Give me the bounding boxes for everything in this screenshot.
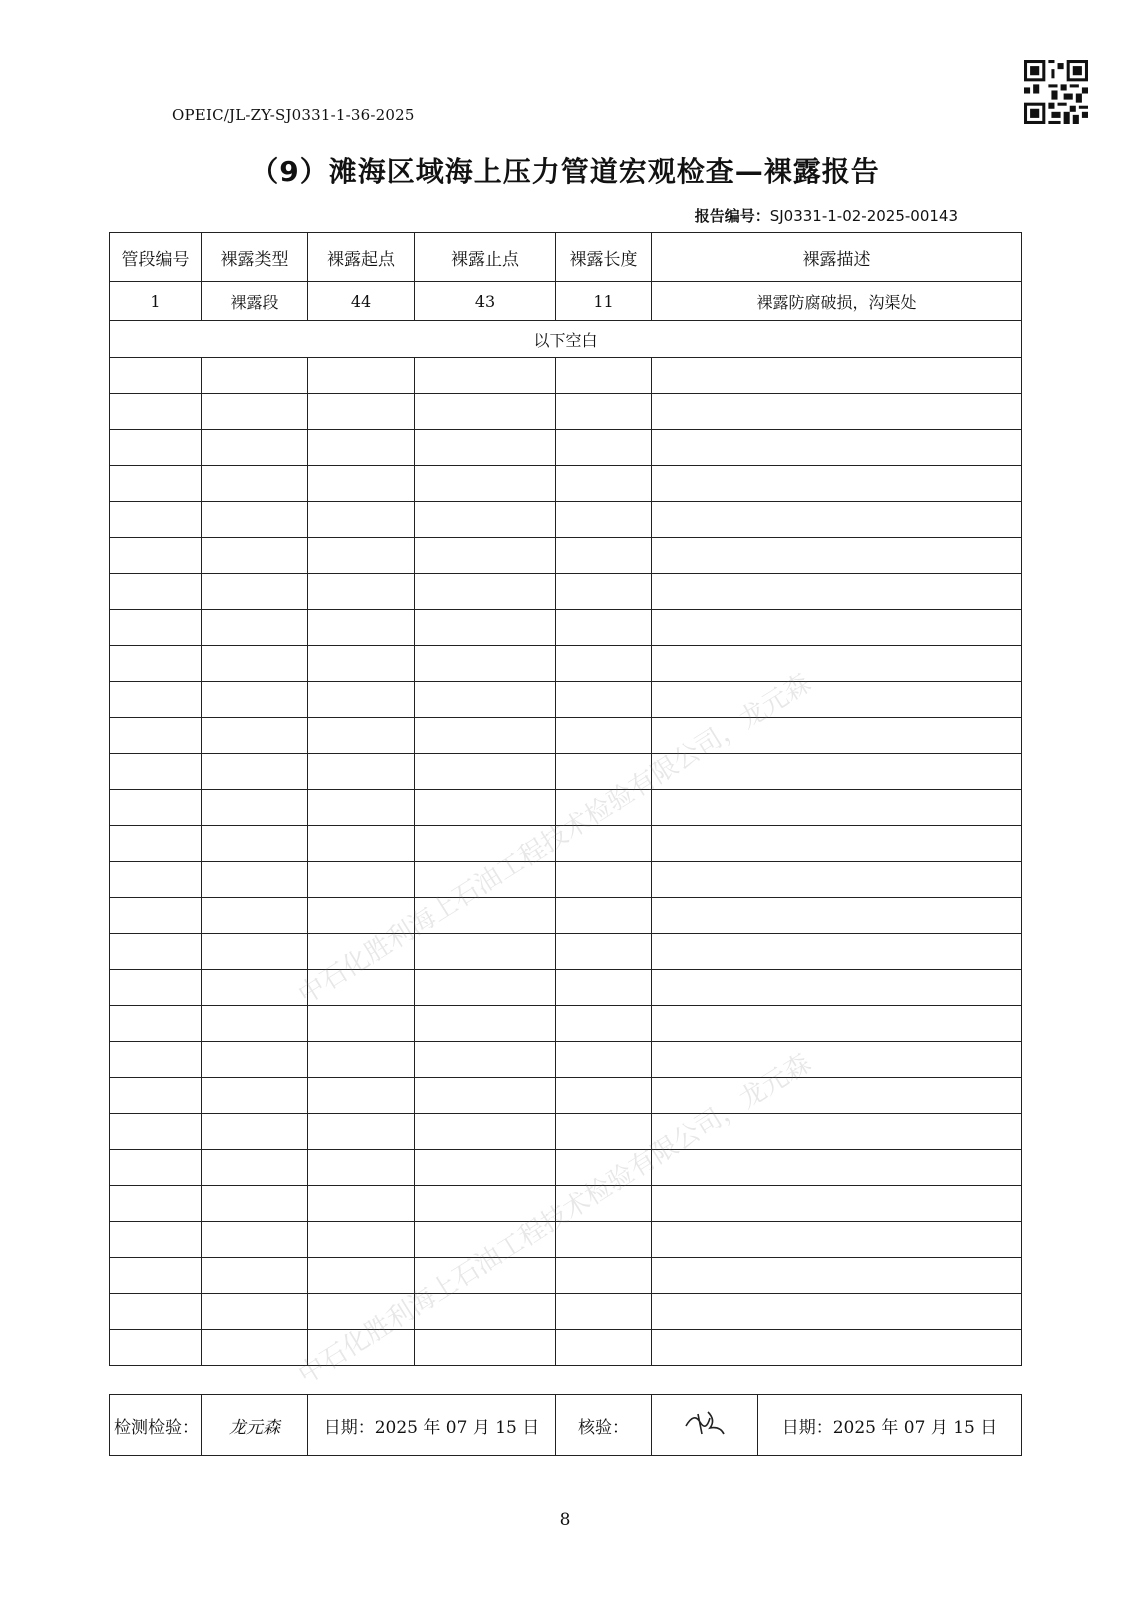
empty-cell bbox=[110, 1222, 202, 1258]
empty-cell bbox=[652, 466, 1022, 502]
empty-cell bbox=[202, 898, 308, 934]
empty-cell bbox=[556, 394, 652, 430]
empty-cell bbox=[415, 394, 556, 430]
empty-cell bbox=[652, 1114, 1022, 1150]
empty-cell bbox=[202, 790, 308, 826]
empty-cell bbox=[110, 430, 202, 466]
empty-cell bbox=[308, 934, 415, 970]
empty-table-row bbox=[110, 1222, 1022, 1258]
empty-cell bbox=[652, 394, 1022, 430]
empty-cell bbox=[556, 646, 652, 682]
empty-cell bbox=[556, 790, 652, 826]
empty-cell bbox=[308, 682, 415, 718]
empty-cell bbox=[202, 1114, 308, 1150]
empty-cell bbox=[202, 1150, 308, 1186]
empty-cell bbox=[308, 790, 415, 826]
empty-cell bbox=[110, 862, 202, 898]
empty-cell bbox=[308, 610, 415, 646]
empty-cell bbox=[556, 358, 652, 394]
empty-cell bbox=[415, 718, 556, 754]
empty-table-row bbox=[110, 1330, 1022, 1366]
empty-cell bbox=[308, 502, 415, 538]
empty-cell bbox=[652, 1042, 1022, 1078]
empty-cell bbox=[308, 430, 415, 466]
empty-cell bbox=[556, 1222, 652, 1258]
empty-cell bbox=[202, 1042, 308, 1078]
empty-cell bbox=[415, 682, 556, 718]
empty-cell bbox=[308, 646, 415, 682]
empty-cell bbox=[556, 934, 652, 970]
empty-cell bbox=[556, 1186, 652, 1222]
empty-cell bbox=[556, 1294, 652, 1330]
empty-cell bbox=[110, 1150, 202, 1186]
empty-cell bbox=[202, 358, 308, 394]
empty-cell bbox=[415, 898, 556, 934]
reviewer-signature-mark-icon bbox=[680, 1406, 730, 1440]
empty-cell bbox=[110, 1294, 202, 1330]
empty-table-row bbox=[110, 754, 1022, 790]
empty-cell bbox=[415, 466, 556, 502]
empty-cell bbox=[110, 358, 202, 394]
empty-cell bbox=[110, 466, 202, 502]
empty-cell bbox=[556, 970, 652, 1006]
empty-cell bbox=[202, 1258, 308, 1294]
empty-cell bbox=[415, 1006, 556, 1042]
empty-cell bbox=[110, 826, 202, 862]
empty-cell bbox=[202, 502, 308, 538]
empty-cell bbox=[110, 646, 202, 682]
empty-cell bbox=[556, 718, 652, 754]
inspector-date: 日期：2025 年 07 月 15 日 bbox=[308, 1395, 556, 1456]
empty-cell bbox=[556, 1006, 652, 1042]
empty-table-row bbox=[110, 1258, 1022, 1294]
empty-cell bbox=[415, 970, 556, 1006]
report-number-value: SJ0331-1-02-2025-00143 bbox=[769, 207, 958, 225]
empty-table-row bbox=[110, 1114, 1022, 1150]
exposure-length-cell: 11 bbox=[556, 282, 652, 321]
empty-cell bbox=[652, 1186, 1022, 1222]
empty-cell bbox=[110, 682, 202, 718]
empty-cell bbox=[415, 1294, 556, 1330]
empty-cell bbox=[308, 538, 415, 574]
column-header: 裸露类型 bbox=[202, 233, 308, 282]
empty-cell bbox=[652, 970, 1022, 1006]
inspector-label: 检测检验： bbox=[110, 1395, 202, 1456]
empty-cell bbox=[308, 1114, 415, 1150]
empty-cell bbox=[202, 682, 308, 718]
column-header: 裸露起点 bbox=[308, 233, 415, 282]
empty-cell bbox=[556, 1258, 652, 1294]
empty-cell bbox=[556, 754, 652, 790]
empty-table-row bbox=[110, 1186, 1022, 1222]
empty-cell bbox=[415, 574, 556, 610]
reviewer-signature bbox=[652, 1395, 758, 1456]
empty-cell bbox=[308, 574, 415, 610]
empty-cell bbox=[652, 1258, 1022, 1294]
empty-cell bbox=[652, 646, 1022, 682]
empty-cell bbox=[202, 610, 308, 646]
empty-cell bbox=[556, 574, 652, 610]
empty-cell bbox=[110, 934, 202, 970]
empty-cell bbox=[652, 1222, 1022, 1258]
column-header: 管段编号 bbox=[110, 233, 202, 282]
empty-table-row bbox=[110, 1150, 1022, 1186]
empty-cell bbox=[202, 826, 308, 862]
empty-cell bbox=[415, 790, 556, 826]
empty-cell bbox=[202, 862, 308, 898]
empty-cell bbox=[556, 1042, 652, 1078]
empty-cell bbox=[110, 898, 202, 934]
empty-cell bbox=[415, 1186, 556, 1222]
empty-cell bbox=[308, 1258, 415, 1294]
empty-cell bbox=[308, 1330, 415, 1366]
empty-cell bbox=[652, 1078, 1022, 1114]
empty-cell bbox=[202, 1294, 308, 1330]
empty-cell bbox=[415, 1042, 556, 1078]
empty-cell bbox=[415, 1078, 556, 1114]
empty-cell bbox=[652, 358, 1022, 394]
empty-cell bbox=[415, 1114, 556, 1150]
empty-cell bbox=[202, 718, 308, 754]
watermark-text: 中石化胜利海上石油工程技术检验有限公司，龙元森 bbox=[293, 668, 817, 1011]
empty-cell bbox=[652, 898, 1022, 934]
empty-table-row bbox=[110, 610, 1022, 646]
empty-cell bbox=[415, 826, 556, 862]
empty-table-row bbox=[110, 1078, 1022, 1114]
empty-cell bbox=[308, 358, 415, 394]
empty-cell bbox=[308, 1006, 415, 1042]
empty-cell bbox=[556, 1330, 652, 1366]
signature-row bbox=[110, 1395, 1022, 1456]
empty-cell bbox=[556, 1078, 652, 1114]
empty-cell bbox=[202, 1330, 308, 1366]
empty-cell bbox=[202, 1186, 308, 1222]
empty-cell bbox=[110, 538, 202, 574]
empty-cell bbox=[308, 1222, 415, 1258]
empty-cell bbox=[652, 718, 1022, 754]
empty-cell bbox=[556, 898, 652, 934]
empty-cell bbox=[415, 754, 556, 790]
empty-cell bbox=[110, 1006, 202, 1042]
empty-cell bbox=[308, 826, 415, 862]
signature-table bbox=[109, 1394, 1022, 1456]
empty-cell bbox=[202, 394, 308, 430]
empty-cell bbox=[308, 466, 415, 502]
empty-table-row bbox=[110, 718, 1022, 754]
empty-table-row bbox=[110, 898, 1022, 934]
empty-table-row bbox=[110, 826, 1022, 862]
empty-cell bbox=[202, 934, 308, 970]
report-number bbox=[695, 205, 958, 226]
empty-cell bbox=[652, 1150, 1022, 1186]
empty-cell bbox=[652, 430, 1022, 466]
empty-cell bbox=[652, 862, 1022, 898]
empty-table-row bbox=[110, 574, 1022, 610]
exposure-description-cell: 裸露防腐破损，沟渠处 bbox=[652, 282, 1022, 321]
empty-cell bbox=[110, 1042, 202, 1078]
empty-cell bbox=[556, 466, 652, 502]
empty-table-row bbox=[110, 394, 1022, 430]
column-header: 裸露止点 bbox=[415, 233, 556, 282]
empty-table-row bbox=[110, 538, 1022, 574]
empty-cell bbox=[202, 754, 308, 790]
blank-note: 以下空白 bbox=[110, 321, 1022, 358]
column-header: 裸露长度 bbox=[556, 233, 652, 282]
empty-cell bbox=[110, 574, 202, 610]
empty-cell bbox=[110, 1258, 202, 1294]
empty-cell bbox=[415, 646, 556, 682]
exposure-type-cell: 裸露段 bbox=[202, 282, 308, 321]
empty-table-row bbox=[110, 466, 1022, 502]
empty-cell bbox=[415, 430, 556, 466]
segment-number-cell: 1 bbox=[110, 282, 202, 321]
empty-table-row bbox=[110, 682, 1022, 718]
empty-cell bbox=[415, 358, 556, 394]
empty-cell bbox=[556, 610, 652, 646]
page-title: （9）滩海区域海上压力管道宏观检查—裸露报告 bbox=[250, 155, 880, 188]
empty-table-row bbox=[110, 1294, 1022, 1330]
exposure-start-cell: 44 bbox=[308, 282, 415, 321]
reviewer-label: 核验： bbox=[556, 1395, 652, 1456]
empty-table-row bbox=[110, 646, 1022, 682]
page-number: 8 bbox=[559, 1510, 571, 1530]
inspector-signature: 龙元森 bbox=[202, 1395, 308, 1456]
empty-cell bbox=[415, 502, 556, 538]
empty-cell bbox=[110, 1078, 202, 1114]
empty-table-row bbox=[110, 934, 1022, 970]
qr-code-icon bbox=[1024, 60, 1088, 124]
empty-table-row bbox=[110, 1042, 1022, 1078]
empty-cell bbox=[202, 538, 308, 574]
empty-cell bbox=[556, 1114, 652, 1150]
empty-cell bbox=[652, 574, 1022, 610]
empty-cell bbox=[556, 862, 652, 898]
empty-cell bbox=[556, 538, 652, 574]
empty-table-row bbox=[110, 862, 1022, 898]
empty-cell bbox=[110, 790, 202, 826]
table-header-row bbox=[110, 233, 1022, 282]
empty-cell bbox=[110, 394, 202, 430]
empty-cell bbox=[202, 1078, 308, 1114]
watermark-text: 中石化胜利海上石油工程技术检验有限公司，龙元森 bbox=[293, 1048, 817, 1391]
empty-cell bbox=[415, 862, 556, 898]
document-code: OPEIC/JL-ZY-SJ0331-1-36-2025 bbox=[172, 106, 415, 124]
report-number-label: 报告编号： bbox=[694, 207, 770, 225]
reviewer-date: 日期：2025 年 07 月 15 日 bbox=[758, 1395, 1022, 1456]
column-header: 裸露描述 bbox=[652, 233, 1022, 282]
empty-table-row bbox=[110, 358, 1022, 394]
empty-cell bbox=[652, 1294, 1022, 1330]
empty-cell bbox=[110, 1330, 202, 1366]
empty-cell bbox=[202, 646, 308, 682]
empty-cell bbox=[110, 610, 202, 646]
empty-cell bbox=[652, 790, 1022, 826]
empty-cell bbox=[415, 934, 556, 970]
empty-cell bbox=[202, 574, 308, 610]
empty-table-row bbox=[110, 430, 1022, 466]
empty-cell bbox=[202, 1222, 308, 1258]
empty-cell bbox=[415, 538, 556, 574]
empty-cell bbox=[308, 718, 415, 754]
empty-cell bbox=[110, 1114, 202, 1150]
empty-cell bbox=[652, 754, 1022, 790]
empty-cell bbox=[308, 970, 415, 1006]
empty-cell bbox=[415, 1222, 556, 1258]
empty-table-row bbox=[110, 502, 1022, 538]
empty-cell bbox=[308, 862, 415, 898]
empty-cell bbox=[110, 1186, 202, 1222]
exposure-end-cell: 43 bbox=[415, 282, 556, 321]
empty-cell bbox=[556, 1150, 652, 1186]
empty-cell bbox=[308, 1078, 415, 1114]
empty-cell bbox=[415, 1150, 556, 1186]
empty-cell bbox=[415, 610, 556, 646]
exposure-table bbox=[109, 232, 1022, 1366]
empty-table-row bbox=[110, 970, 1022, 1006]
empty-cell bbox=[556, 430, 652, 466]
empty-cell bbox=[652, 934, 1022, 970]
empty-cell bbox=[415, 1330, 556, 1366]
empty-cell bbox=[652, 502, 1022, 538]
empty-cell bbox=[202, 970, 308, 1006]
empty-table-row bbox=[110, 790, 1022, 826]
empty-cell bbox=[202, 466, 308, 502]
table-row bbox=[110, 282, 1022, 321]
empty-cell bbox=[308, 898, 415, 934]
empty-cell bbox=[556, 502, 652, 538]
empty-cell bbox=[556, 682, 652, 718]
empty-cell bbox=[308, 1294, 415, 1330]
empty-cell bbox=[202, 430, 308, 466]
empty-rows bbox=[110, 358, 1022, 1366]
empty-cell bbox=[308, 1042, 415, 1078]
empty-cell bbox=[652, 538, 1022, 574]
empty-cell bbox=[308, 754, 415, 790]
empty-cell bbox=[110, 754, 202, 790]
empty-cell bbox=[202, 1006, 308, 1042]
empty-cell bbox=[652, 1330, 1022, 1366]
empty-cell bbox=[308, 394, 415, 430]
empty-cell bbox=[308, 1150, 415, 1186]
empty-cell bbox=[652, 682, 1022, 718]
blank-note-row bbox=[110, 321, 1022, 358]
empty-cell bbox=[110, 502, 202, 538]
empty-cell bbox=[556, 826, 652, 862]
empty-cell bbox=[652, 610, 1022, 646]
empty-cell bbox=[308, 1186, 415, 1222]
empty-cell bbox=[415, 1258, 556, 1294]
empty-cell bbox=[652, 1006, 1022, 1042]
empty-cell bbox=[110, 718, 202, 754]
empty-cell bbox=[652, 826, 1022, 862]
empty-cell bbox=[110, 970, 202, 1006]
empty-table-row bbox=[110, 1006, 1022, 1042]
